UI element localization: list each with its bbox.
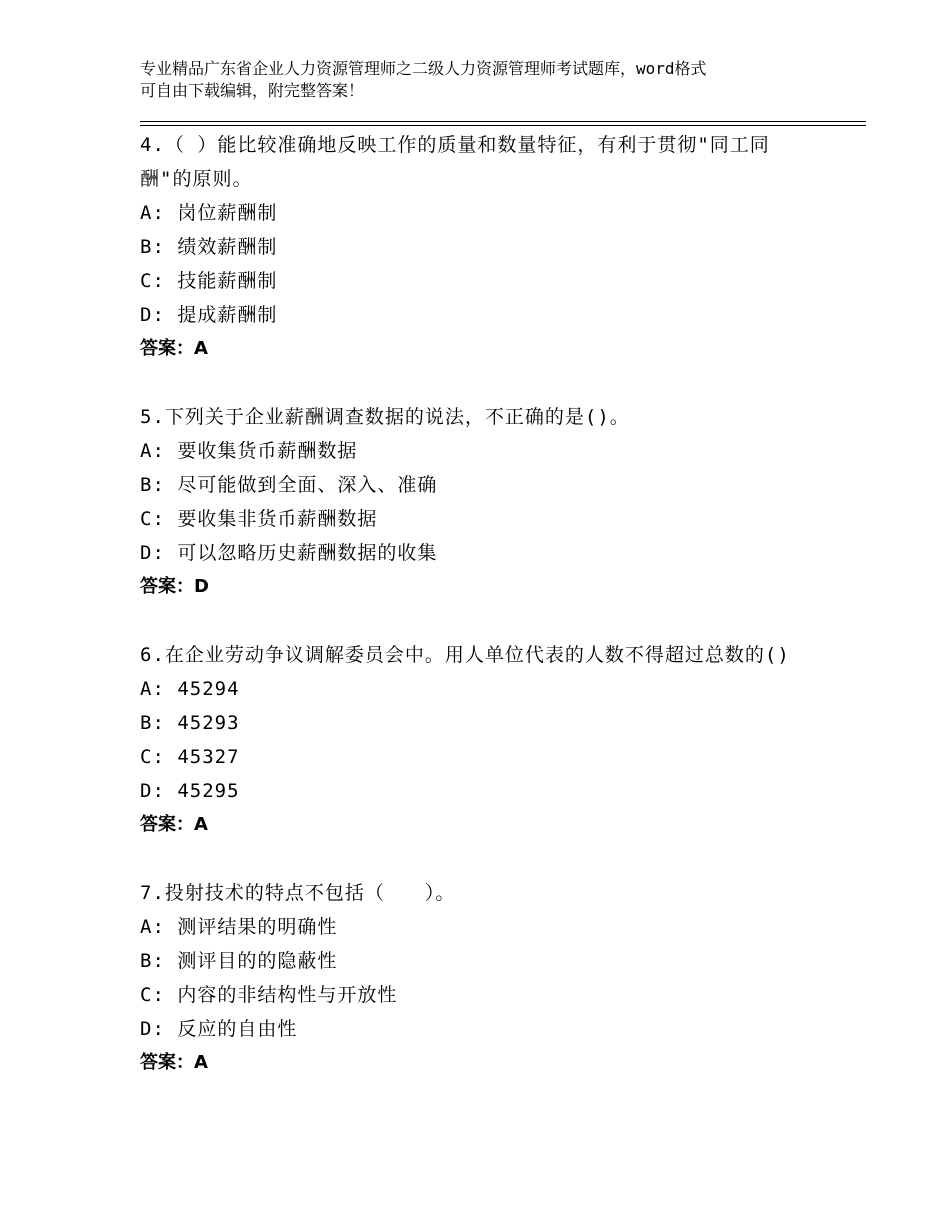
- option-d: D: 45295: [140, 780, 240, 802]
- question-stem: 5.下列关于企业薪酬调查数据的说法，不正确的是()。: [140, 406, 630, 428]
- header-divider-secondary: [140, 125, 866, 126]
- question-stem: 6.在企业劳动争议调解委员会中。用人单位代表的人数不得超过总数的(): [140, 644, 790, 666]
- answer-line: 答案：D: [140, 576, 209, 597]
- option-b: B: 尽可能做到全面、深入、准确: [140, 474, 438, 496]
- option-c: C: 45327: [140, 746, 240, 768]
- header-line-2: 可自由下载编辑，附完整答案！: [140, 81, 365, 100]
- header-divider: [140, 121, 866, 122]
- option-a: A: 岗位薪酬制: [140, 202, 278, 224]
- document-header: [140, 58, 840, 102]
- answer-line: 答案：A: [140, 1052, 208, 1073]
- question-4: [140, 128, 820, 366]
- question-5: [140, 400, 820, 604]
- option-a: A: 测评结果的明确性: [140, 916, 338, 938]
- question-stem: 7.投射技术的特点不包括（ ）。: [140, 882, 456, 904]
- answer-line: 答案：A: [140, 338, 208, 359]
- option-c: C: 要收集非货币薪酬数据: [140, 508, 378, 530]
- question-7: [140, 876, 820, 1080]
- option-d: D: 可以忽略历史薪酬数据的收集: [140, 542, 438, 564]
- option-b: B: 测评目的的隐蔽性: [140, 950, 338, 972]
- option-c: C: 技能薪酬制: [140, 270, 278, 292]
- option-b: B: 绩效薪酬制: [140, 236, 278, 258]
- option-b: B: 45293: [140, 712, 240, 734]
- question-list: [140, 128, 820, 1114]
- option-a: A: 45294: [140, 678, 240, 700]
- option-a: A: 要收集货币薪酬数据: [140, 440, 358, 462]
- option-d: D: 反应的自由性: [140, 1018, 298, 1040]
- question-6: [140, 638, 820, 842]
- header-line-1: 专业精品广东省企业人力资源管理师之二级人力资源管理师考试题库，word格式: [140, 59, 707, 78]
- option-c: C: 内容的非结构性与开放性: [140, 984, 398, 1006]
- question-stem: 4.（ ）能比较准确地反映工作的质量和数量特征，有利于贯彻"同工同酬"的原则。: [140, 134, 770, 190]
- answer-line: 答案：A: [140, 814, 208, 835]
- option-d: D: 提成薪酬制: [140, 304, 278, 326]
